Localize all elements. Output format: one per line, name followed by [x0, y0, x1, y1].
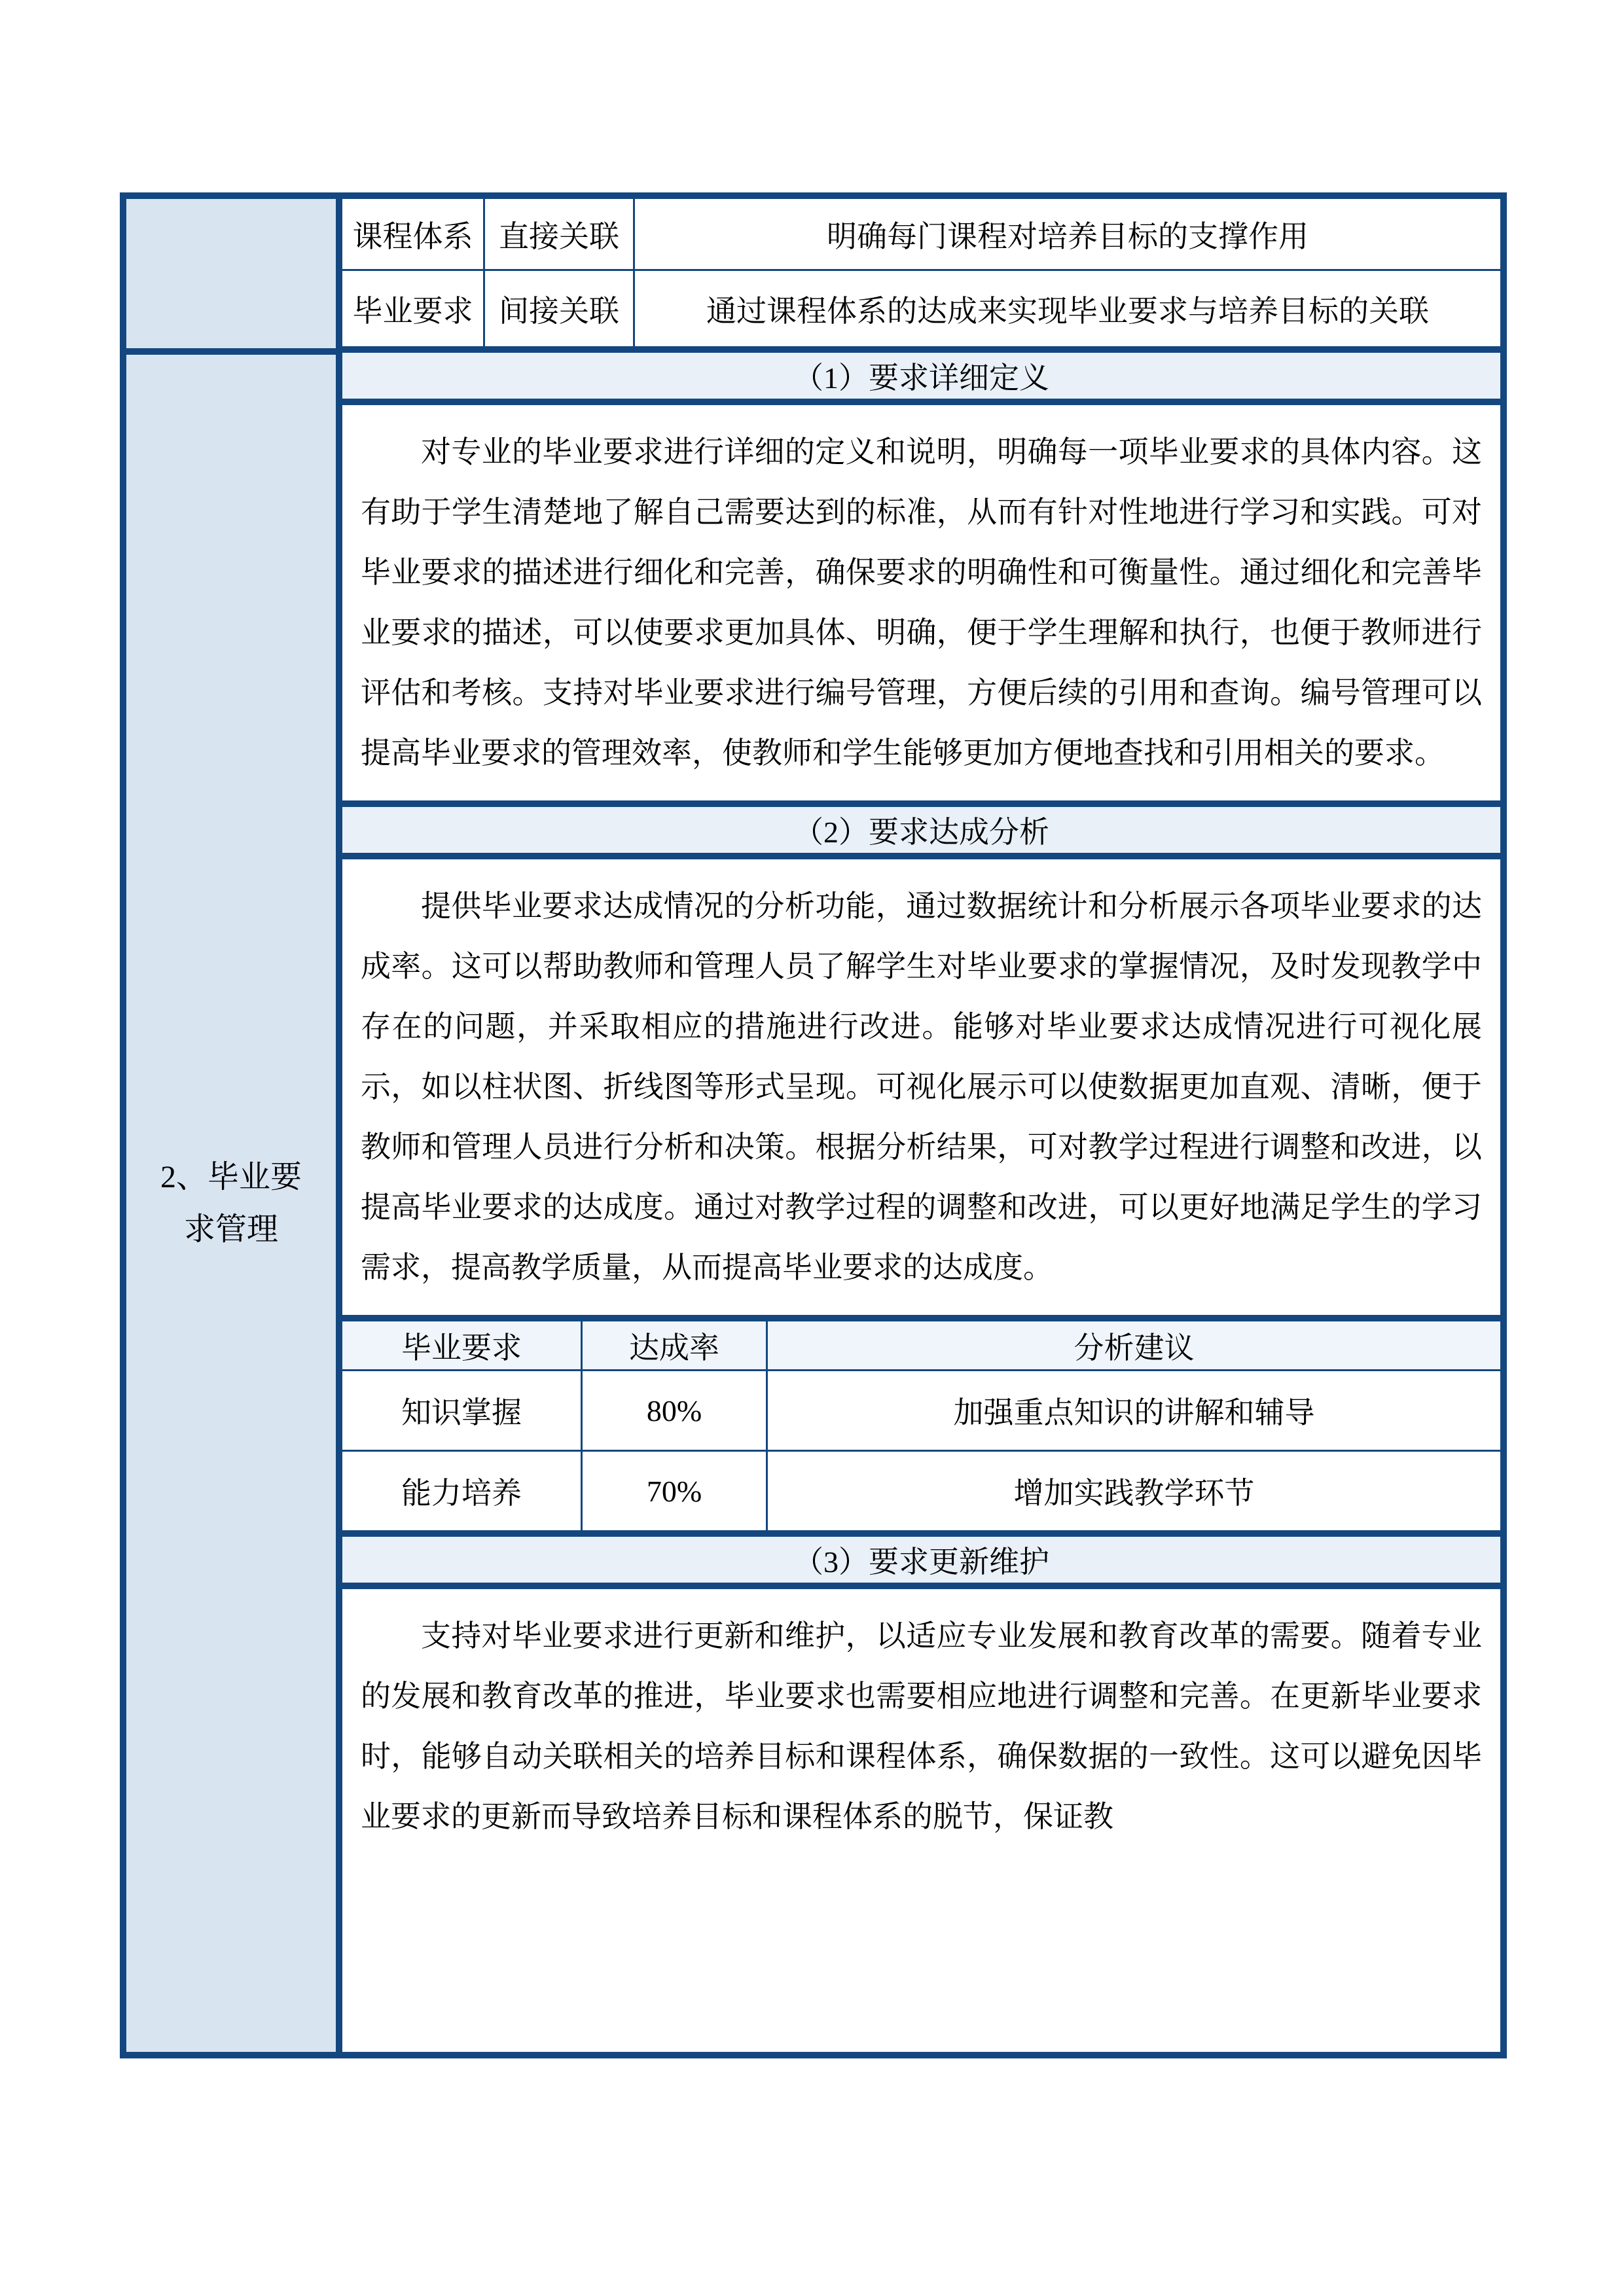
req-name-cell: 能力培养: [342, 1452, 583, 1530]
subsection-1-paragraph: 对专业的毕业要求进行详细的定义和说明，明确每一项毕业要求的具体内容。这有助于学生清楚地了解自己需要达到的标准，从而有针对性地进行学习和实践。可对毕业要求的描述进行细化和完善，确保要求的明确性和可衡量性。通过细化和完善毕业要求的描述，可以使要求更加具体、明确，便于学生理解和执行，也便于教师进行评估和考核。支持对毕业要求进行编号管理，方便后续的引用和查询。编号管理可以提高毕业要求的管理效率，使教师和学生能够更加方便地查找和引用相关的要求。: [361, 435, 1482, 770]
doc-table: [120, 192, 1507, 2058]
table-content: [342, 199, 1500, 2052]
curriculum-support-desc: 明确每门课程对培养目标的支撑作用: [827, 219, 1308, 253]
req-name-cell: 知识掌握: [342, 1371, 583, 1450]
suggestion-cell: 增加实践教学环节: [1013, 1477, 1255, 1510]
subsection-3-title: （3）要求更新维护: [342, 1537, 1500, 1589]
subsection-2-paragraph: 提供毕业要求达成情况的分析功能，通过数据统计和分析展示各项毕业要求的达成率。这可以帮助教师和管理人员了解学生对毕业要求的掌握情况，及时发现教学中存在的问题，并采取相应的措施进行改进。能够对毕业要求达成情况进行可视化展示，如以柱状图、折线图等形式呈现。可视化展示可以使数据更加直观、清晰，便于教师和管理人员进行分析和决策。根据分析结果，可对教学过程进行调整和改进，以提高毕业要求的达成度。通过对教学过程的调整和改进，可以更好地满足学生的学习需求，提高教学质量，从而提高毕业要求的达成度。: [361, 889, 1482, 1284]
table-row: [342, 199, 1500, 271]
subsection-1-body: [342, 405, 1500, 807]
section-label: 2、毕业要求管理: [160, 1159, 302, 1247]
subsection-3-paragraph: 支持对毕业要求进行更新和维护，以适应专业发展和教育改革的需要。随着专业的发展和教育改革的推进，毕业要求也需要相应地进行调整和完善。在更新毕业要求时，能够自动关联相关的培养目标和课程体系，确保数据的一致性。这可以避免因毕业要求的更新而导致培养目标和课程体系的脱节，保证教: [361, 1619, 1482, 1833]
graduation-req-label: 毕业要求: [342, 271, 485, 346]
col-header-suggestion: 分析建议: [1074, 1331, 1195, 1365]
col-header-requirement: 毕业要求: [342, 1321, 583, 1369]
graduation-link-desc: 通过课程体系的达成来实现毕业要求与培养目标的关联: [706, 294, 1429, 328]
table-row: [342, 1452, 1500, 1530]
curriculum-system-label: 课程体系: [342, 199, 485, 269]
rate-value-cell: 80%: [583, 1371, 768, 1450]
analysis-table-header-row: [342, 1321, 1500, 1371]
direct-link-label: 直接关联: [485, 199, 635, 269]
subsection-1-title: （1）要求详细定义: [342, 353, 1500, 405]
col-header-rate: 达成率: [583, 1321, 768, 1369]
table-row: [342, 1371, 1500, 1452]
subsection-2-title: （2）要求达成分析: [342, 807, 1500, 859]
subsection-2-body: [342, 859, 1500, 1321]
left-spacer-cell: [126, 199, 336, 355]
rate-value-cell: 70%: [583, 1452, 768, 1530]
indirect-link-label: 间接关联: [485, 271, 635, 346]
analysis-table: [342, 1321, 1500, 1537]
suggestion-cell: 加强重点知识的讲解和辅导: [953, 1396, 1315, 1429]
section-label-cell: [126, 355, 336, 2052]
left-rail: [126, 199, 342, 2052]
table-row: [342, 271, 1500, 353]
subsection-3-body: [342, 1589, 1500, 2052]
